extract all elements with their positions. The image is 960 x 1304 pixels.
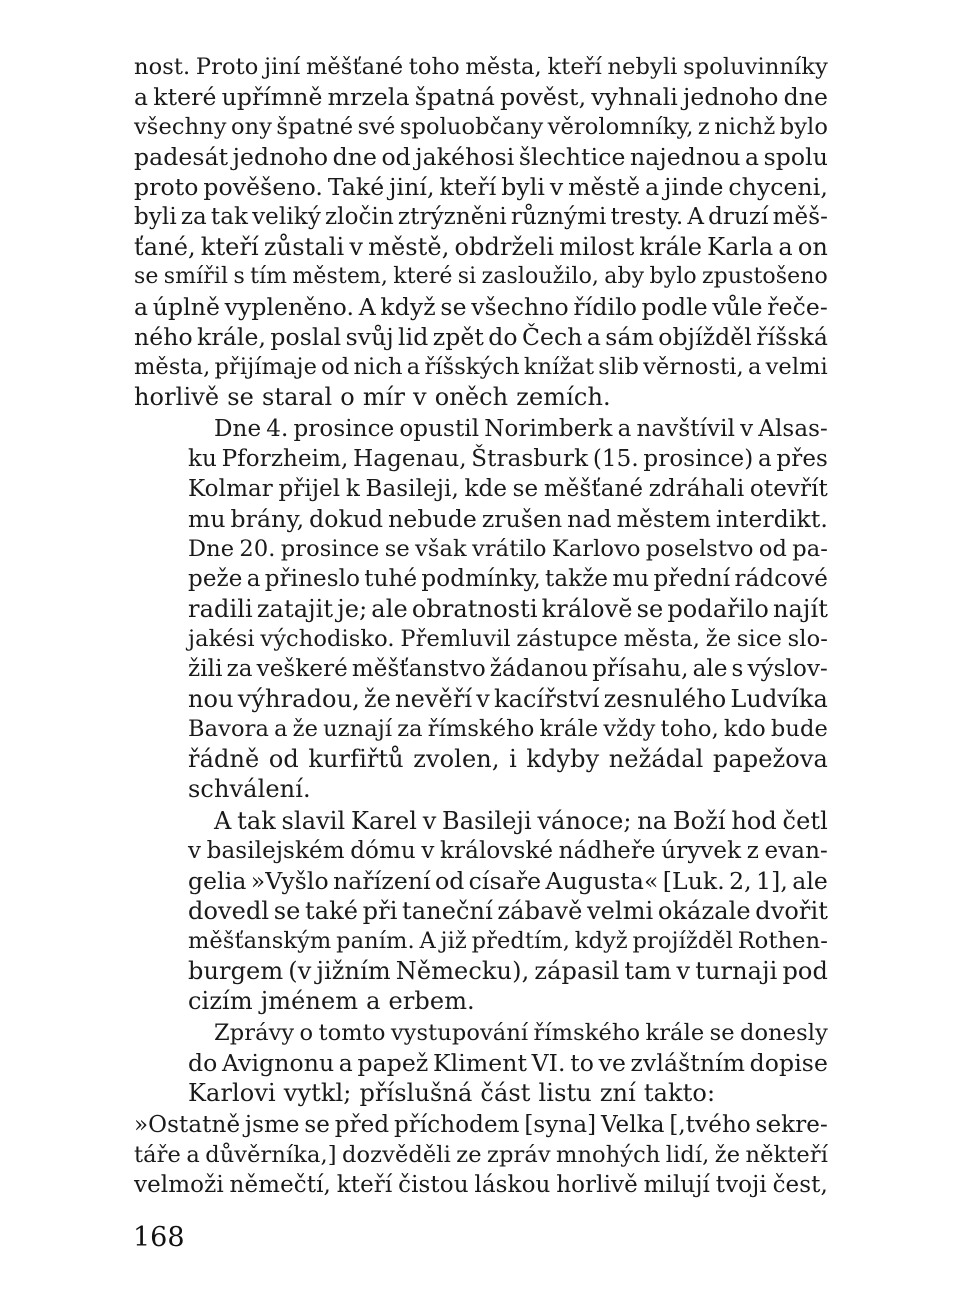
text-line: gelia »Vyšlo nařízení od císaře Augusta« [Luk. 2, 1], ale <box>188 867 828 895</box>
text-line: Dne 4. prosince opustil Norimberk a navštívil v Alsas- <box>214 416 828 442</box>
text-line: dovedl se také při taneční zábavě velmi okázale dvořit <box>188 897 828 925</box>
text-line: byli za tak veliký zločin ztrýzněni různými tresty. A druzí měš- <box>134 204 828 230</box>
text-line: a které upřímně mrzela špatná pověst, vyhnali jednoho dne <box>134 83 828 111</box>
text-line: Bavora a že uznají za římského krále vždy toho, kdo bude <box>188 716 828 742</box>
text-line: do Avignonu a papež Kliment VI. to ve zvláštním dopise <box>188 1049 828 1077</box>
text-line: ného krále, poslal svůj lid zpět do Čech a sám objížděl říšská <box>134 323 828 351</box>
text-line: Zprávy o tomto vystupování římského krále se donesly <box>214 1020 828 1046</box>
text-line: řádně od kurfiřtů zvolen, i kdyby nežádal papežova <box>188 745 828 773</box>
text-line: jakési východisko. Přemluvil zástupce města, že sice slo- <box>188 626 828 652</box>
text-line: žili za veškeré měšťanstvo žádanou přísahu, ale s výslov- <box>188 656 828 682</box>
text-line: se smířil s tím městem, které si zasloužilo, aby bylo zpustošeno <box>134 264 828 289</box>
text-line: mu brány, dokud nebude zrušen nad městem interdikt. <box>188 505 828 533</box>
text-line: burgem (v jižním Německu), zápasil tam v turnaji pod <box>188 957 828 985</box>
text-line: velmoži němečtí, kteří čistou láskou horlivě milují tvoji čest, <box>134 1172 828 1198</box>
text-line: všechny ony špatné své spoluobčany věrolomníky, z nichž bylo <box>134 114 828 140</box>
text-line: nost. Proto jiní měšťané toho města, kteří nebyli spoluvinníky <box>134 54 828 80</box>
text-line: cizím jménem a erbem. <box>188 987 475 1015</box>
text-line: proto pověšeno. Také jiní, kteří byli v městě a jinde chyceni, <box>134 173 828 201</box>
text-line: a úplně vypleněno. A když se všechno řídilo podle vůle řeče- <box>134 293 828 321</box>
text-line: »Ostatně jsme se před příchodem [syna] Velka [,tvého sekre- <box>134 1112 828 1138</box>
text-line: v basilejském dómu v královské nádheře úryvek z evan- <box>188 838 828 864</box>
text-line: A tak slavil Karel v Basileji vánoce; na Boží hod četl <box>214 807 828 835</box>
text-line: peže a přineslo tuhé podmínky, takže mu přední rádcové <box>188 566 828 592</box>
text-line: ku Pforzheim, Hagenau, Štrasburk (15. prosince) a přes <box>188 446 828 472</box>
text-line: měšťanským paním. A již předtím, když projížděl Rothen- <box>188 928 828 954</box>
text-line: Karlovi vytkl; příslušná část listu zní takto: <box>188 1079 716 1107</box>
text-line: horlivě se staral o mír v oněch zemích. <box>134 383 611 411</box>
text-line: padesát jednoho dne od jakéhosi šlechtice najednou a spolu <box>134 143 828 171</box>
text-line: radili zatajit je; ale obratnosti královĕ se podařilo najít <box>188 595 828 623</box>
page-number: 168 <box>133 1222 185 1253</box>
text-line: Kolmar přijel k Basileji, kde se měšťané zdráhali otevřít <box>188 476 828 502</box>
text-line: Dne 20. prosince se však vrátilo Karlovo poselstvo od pa- <box>188 536 828 562</box>
text-line: města, přijímaje od nich a říšských knížat slib věrnosti, a velmi <box>134 354 828 380</box>
text-line: táře a důvěrníka,] dozvěděli ze zpráv mnohých lidí, že někteří <box>134 1142 828 1168</box>
text-line: nou výhradou, že nevěří v kacířství zesnulého Ludvíka <box>188 685 828 713</box>
text-line: schválení. <box>188 775 311 803</box>
text-line: ťané, kteří zůstali v městě, obdrželi milost krále Karla a on <box>134 233 828 261</box>
